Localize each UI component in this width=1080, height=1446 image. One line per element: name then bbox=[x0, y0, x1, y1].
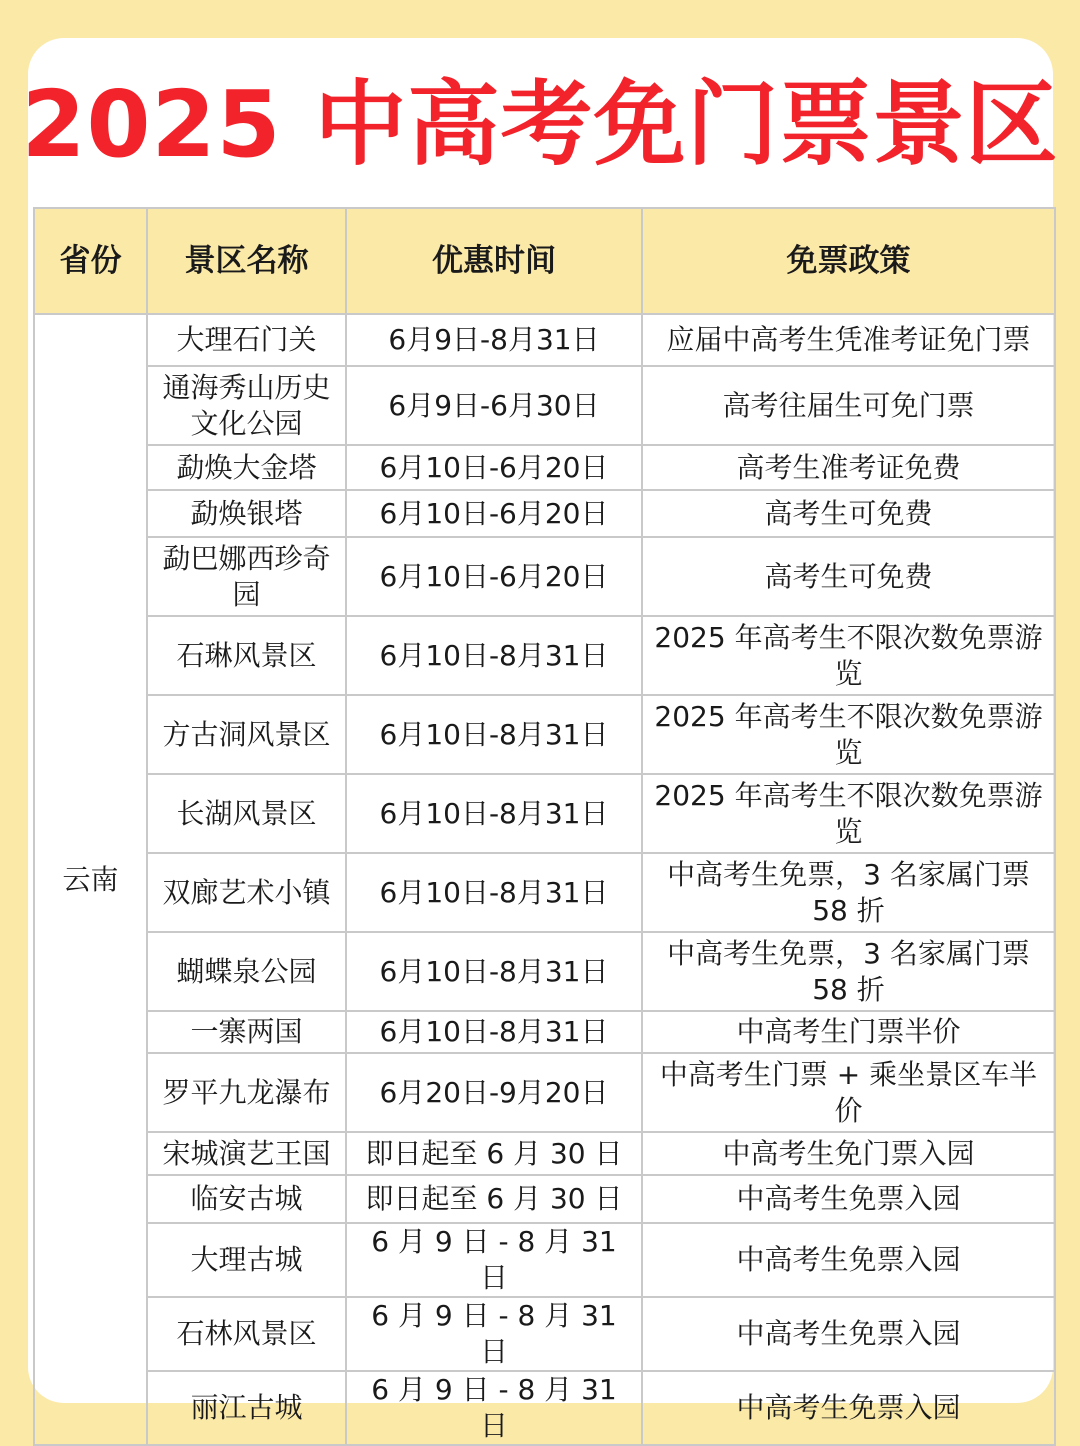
scenic-name: 大理古城 bbox=[147, 1223, 346, 1297]
free-policy: 2025 年高考生不限次数免票游览 bbox=[642, 616, 1055, 695]
header-scenic-name: 景区名称 bbox=[147, 208, 346, 314]
free-policy: 应届中高考生凭准考证免门票 bbox=[642, 314, 1055, 366]
free-policy: 2025 年高考生不限次数免票游览 bbox=[642, 774, 1055, 853]
free-policy: 中高考生门票半价 bbox=[642, 1011, 1055, 1053]
table-row bbox=[34, 1132, 1055, 1175]
free-policy: 高考生可免费 bbox=[642, 537, 1055, 616]
discount-time: 6月9日-8月31日 bbox=[346, 314, 642, 366]
discount-time: 6 月 9 日 - 8 月 31 日 bbox=[346, 1297, 642, 1371]
discount-time: 即日起至 6 月 30 日 bbox=[346, 1175, 642, 1223]
free-policy: 中高考生免票，3 名家属门票 58 折 bbox=[642, 853, 1055, 932]
scenic-name: 罗平九龙瀑布 bbox=[147, 1053, 346, 1132]
discount-time: 6 月 9 日 - 8 月 31 日 bbox=[346, 1223, 642, 1297]
discount-time: 6月10日-8月31日 bbox=[346, 616, 642, 695]
table-row bbox=[34, 537, 1055, 616]
free-policy: 中高考生免票入园 bbox=[642, 1175, 1055, 1223]
free-policy: 高考生准考证免费 bbox=[642, 445, 1055, 490]
header-free-policy: 免票政策 bbox=[642, 208, 1055, 314]
free-policy: 2025 年高考生不限次数免票游览 bbox=[642, 695, 1055, 774]
table-row bbox=[34, 490, 1055, 537]
scenic-name: 长湖风景区 bbox=[147, 774, 346, 853]
free-policy: 中高考生免门票入园 bbox=[642, 1132, 1055, 1175]
table-row bbox=[34, 1053, 1055, 1132]
table-row bbox=[34, 1297, 1055, 1371]
table-row bbox=[34, 445, 1055, 490]
free-policy: 高考生可免费 bbox=[642, 490, 1055, 537]
free-policy: 中高考生免票入园 bbox=[642, 1371, 1055, 1445]
table-row bbox=[34, 1371, 1055, 1445]
free-policy: 高考往届生可免门票 bbox=[642, 366, 1055, 445]
scenic-name: 蝴蝶泉公园 bbox=[147, 932, 346, 1011]
free-policy: 中高考生门票 + 乘坐景区车半价 bbox=[642, 1053, 1055, 1132]
free-policy: 中高考生免票入园 bbox=[642, 1223, 1055, 1297]
table-row bbox=[34, 932, 1055, 1011]
scenic-name: 一寨两国 bbox=[147, 1011, 346, 1053]
table-row bbox=[34, 774, 1055, 853]
scenic-name: 勐焕大金塔 bbox=[147, 445, 346, 490]
table-row bbox=[34, 314, 1055, 366]
header-discount-time: 优惠时间 bbox=[346, 208, 642, 314]
table-row bbox=[34, 366, 1055, 445]
discount-time: 6月10日-8月31日 bbox=[346, 932, 642, 1011]
scenic-name: 通海秀山历史文化公园 bbox=[147, 366, 346, 445]
scenic-name: 丽江古城 bbox=[147, 1371, 346, 1445]
scenic-name: 宋城演艺王国 bbox=[147, 1132, 346, 1175]
scenic-name: 勐焕银塔 bbox=[147, 490, 346, 537]
scenic-name: 临安古城 bbox=[147, 1175, 346, 1223]
table-row bbox=[34, 1011, 1055, 1053]
scenic-name: 石林风景区 bbox=[147, 1297, 346, 1371]
table-row bbox=[34, 695, 1055, 774]
free-policy: 中高考生免票入园 bbox=[642, 1297, 1055, 1371]
free-policy: 中高考生免票，3 名家属门票 58 折 bbox=[642, 932, 1055, 1011]
scenic-name: 双廊艺术小镇 bbox=[147, 853, 346, 932]
discount-time: 即日起至 6 月 30 日 bbox=[346, 1132, 642, 1175]
table-header-row bbox=[34, 208, 1055, 314]
scenic-name: 石琳风景区 bbox=[147, 616, 346, 695]
discount-time: 6月10日-6月20日 bbox=[346, 490, 642, 537]
discount-time: 6月9日-6月30日 bbox=[346, 366, 642, 445]
discount-time: 6月20日-9月20日 bbox=[346, 1053, 642, 1132]
table-row bbox=[34, 1223, 1055, 1297]
scenic-table bbox=[33, 207, 1056, 1446]
table-row bbox=[34, 1175, 1055, 1223]
scenic-name: 勐巴娜西珍奇园 bbox=[147, 537, 346, 616]
discount-time: 6 月 9 日 - 8 月 31 日 bbox=[346, 1371, 642, 1445]
discount-time: 6月10日-8月31日 bbox=[346, 774, 642, 853]
discount-time: 6月10日-6月20日 bbox=[346, 537, 642, 616]
discount-time: 6月10日-8月31日 bbox=[346, 853, 642, 932]
scenic-name: 方古洞风景区 bbox=[147, 695, 346, 774]
header-province: 省份 bbox=[34, 208, 147, 314]
discount-time: 6月10日-6月20日 bbox=[346, 445, 642, 490]
table-row bbox=[34, 616, 1055, 695]
scenic-name: 大理石门关 bbox=[147, 314, 346, 366]
province-cell: 云南 bbox=[34, 314, 147, 1445]
table-row bbox=[34, 853, 1055, 932]
discount-time: 6月10日-8月31日 bbox=[346, 695, 642, 774]
page-title: 2025 中高考免门票景区 bbox=[21, 71, 1059, 178]
discount-time: 6月10日-8月31日 bbox=[346, 1011, 642, 1053]
